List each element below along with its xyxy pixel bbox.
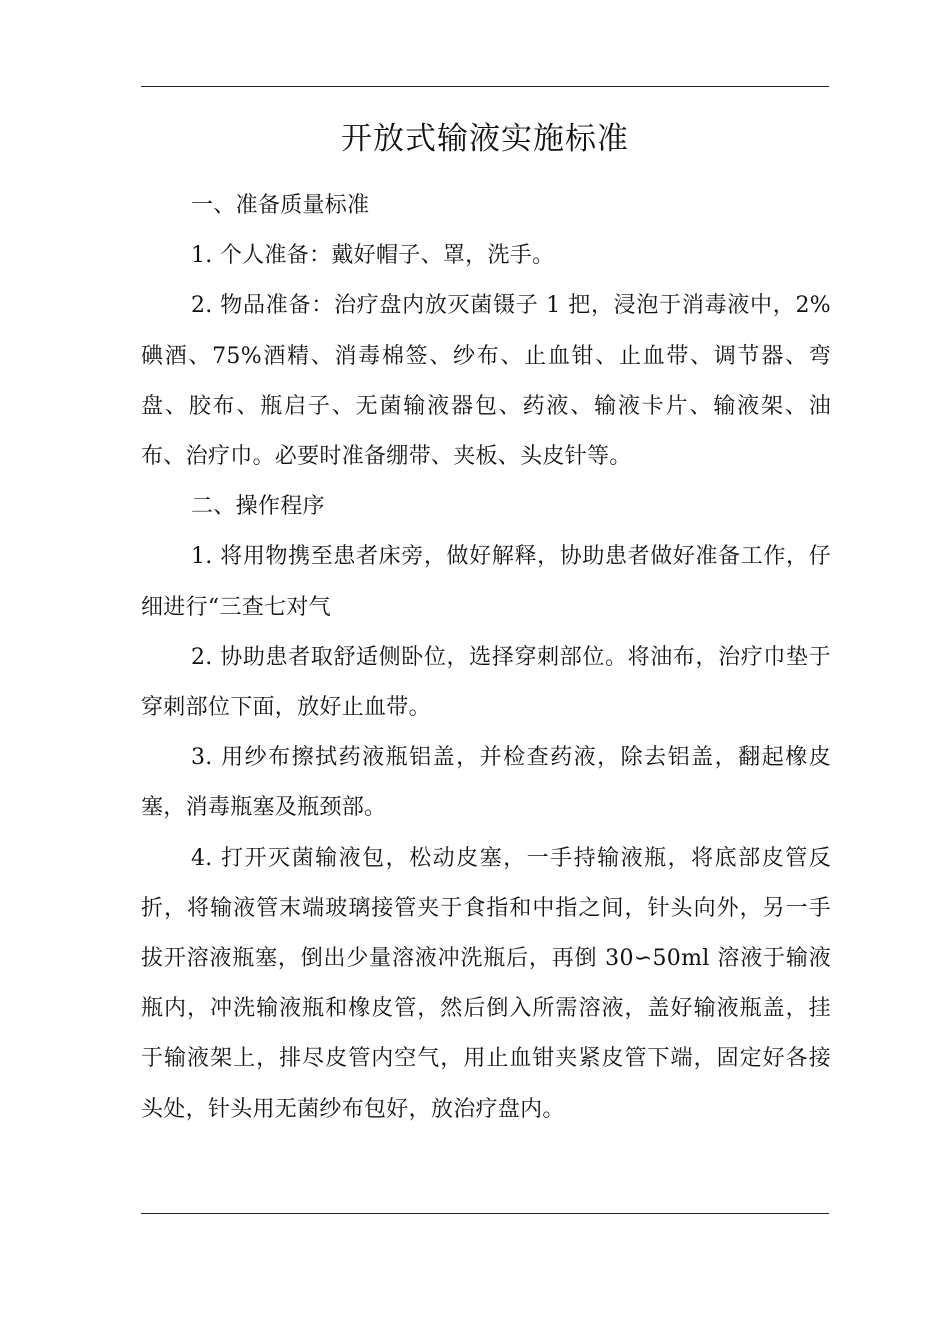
paragraph-step-4: 4. 打开灭菌输液包，松动皮塞，一手持输液瓶，将底部皮管反折，将输液管末端玻璃接管夹于食指和中指之间，针头向外，另一手拔开溶液瓶塞，倒出少量溶液冲洗瓶后，再倒 30∽50ml 溶液于输液瓶内，冲洗输液瓶和橡皮管，然后倒入所需溶液，盖好输液瓶盖，挂于输液架上，排尽皮管内空气，用止血钳夹紧皮管下端，固定好各接头处，针头用无菌纱布包好，放治疗盘内。 bbox=[141, 845, 831, 1122]
footer-rule bbox=[141, 1213, 829, 1214]
paragraph-step-3: 3. 用纱布擦拭药液瓶铝盖，并检查药液，除去铝盖，翻起橡皮塞，消毒瓶塞及瓶颈部。 bbox=[141, 745, 831, 821]
section-heading-procedure: 二、操作程序 bbox=[191, 494, 325, 520]
document-body bbox=[141, 181, 831, 1135]
header-rule bbox=[141, 86, 829, 87]
section-heading-preparation: 一、准备质量标准 bbox=[191, 193, 370, 218]
document-title: 开放式输液实施标准 bbox=[341, 121, 629, 157]
paragraph-supplies-preparation: 2. 物品准备：治疗盘内放灭菌镊子 1 把，浸泡于消毒液中，2%碘酒、75%酒精、消毒棉签、纱布、止血钳、止血带、调节器、弯盘、胶布、瓶启子、无菌输液器包、药液、输液卡片、输液架、油布、治疗巾。必要时准备绷带、夹板、头皮针等。 bbox=[141, 293, 831, 470]
paragraph-step-2: 2. 协助患者取舒适侧卧位，选择穿刺部位。将油布，治疗巾垫于穿刺部位下面，放好止血带。 bbox=[141, 644, 831, 721]
paragraph-personal-preparation: 1. 个人准备：戴好帽子、罩，洗手。 bbox=[191, 243, 555, 269]
paragraph-step-1: 1. 将用物携至患者床旁，做好解释，协助患者做好准备工作，仔细进行“三查七对气 bbox=[141, 544, 831, 620]
